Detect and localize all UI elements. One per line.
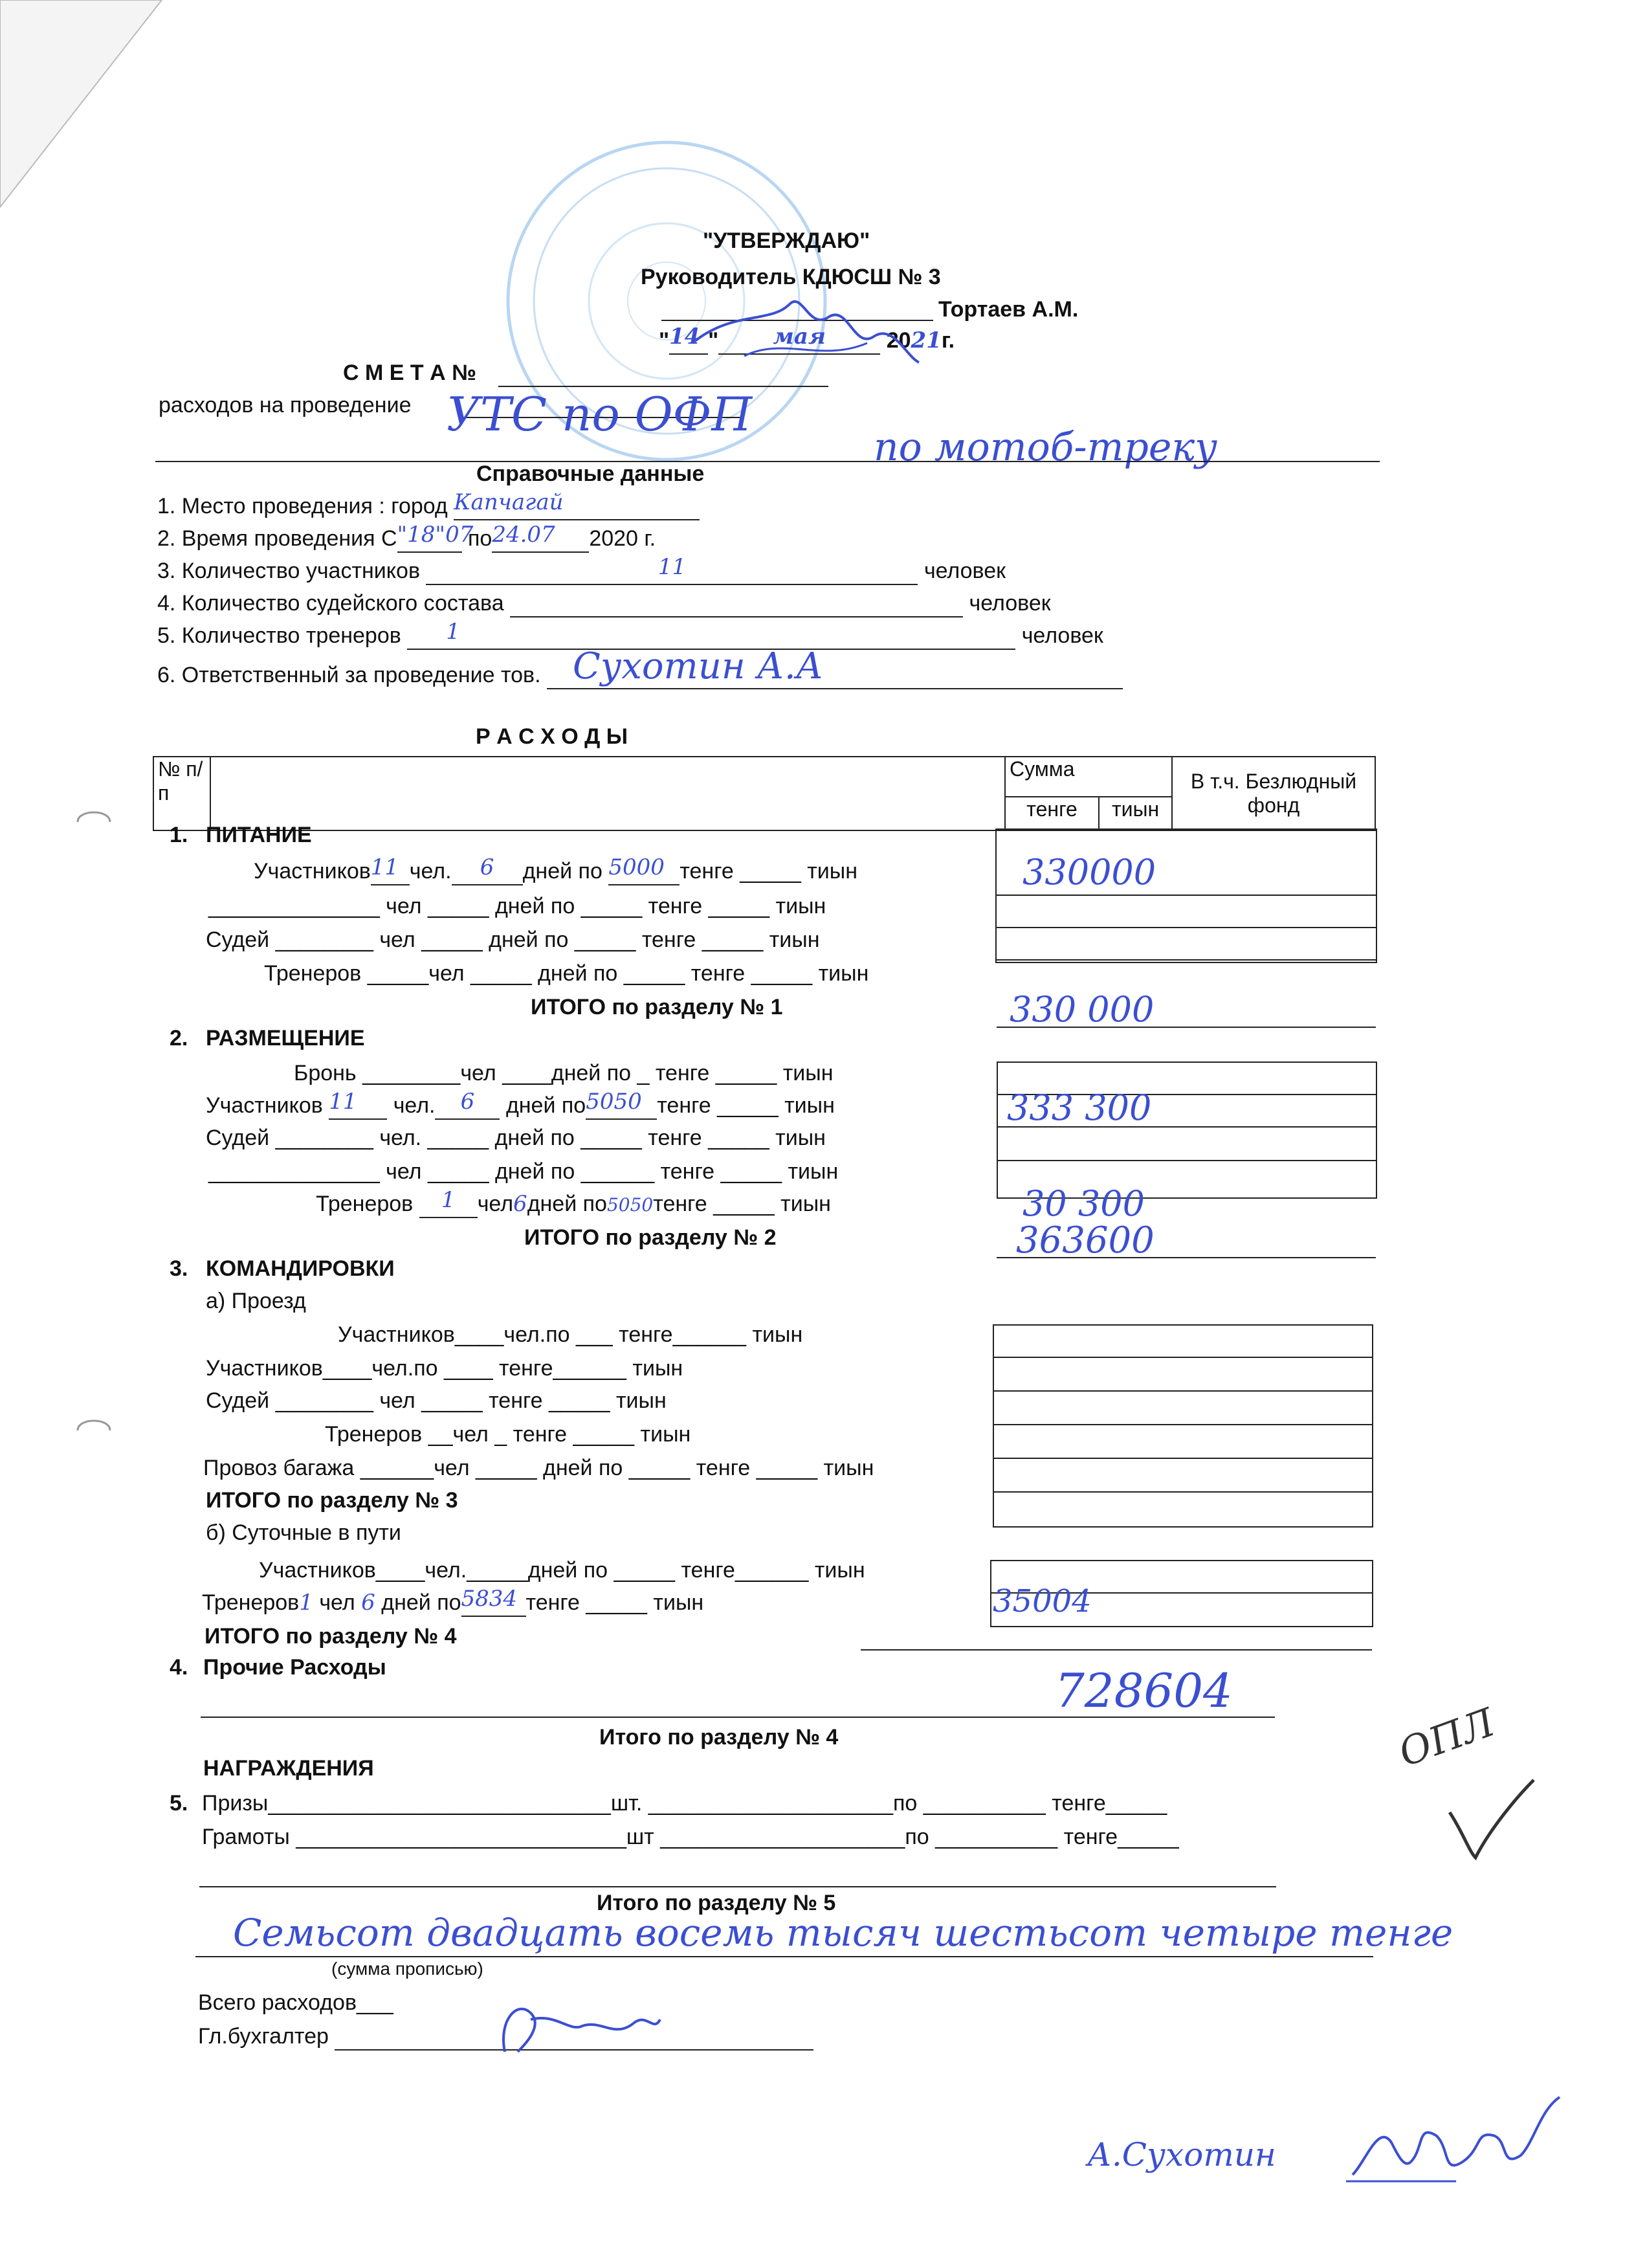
food-sum: 330000	[1022, 852, 1156, 893]
trips-row-a4: Тренеров __чел _ тенге _____ тиын	[325, 1422, 691, 1447]
approval-position: Руководитель КДЮСШ № 3	[641, 265, 941, 289]
food-row-blank: ______________ чел _____ дней по _____ тенге _____ тиын	[208, 894, 826, 918]
col-num: № п/п	[153, 757, 210, 830]
trips-row-a3: Судей ________ чел _____ тенге _____ тиын	[206, 1388, 667, 1413]
trips-row-b2: Тренеров1 чел 6 дней по5834 тенге _____ тиын	[202, 1586, 704, 1616]
col-sum: Сумма	[1005, 757, 1172, 797]
food-total-sum: 330 000	[1010, 989, 1155, 1030]
food-row-judges: Судей ________ чел _____ дней по _____ тенге _____ тиын	[206, 928, 820, 952]
section-num: 5.	[170, 1791, 188, 1816]
sum-in-words-caption: (сумма прописью)	[331, 1959, 483, 1979]
food-row-participants: Участников11 чел. 6 дней по 5000 тенге _____ тиын	[254, 858, 857, 885]
trips-b2-sum: 35004	[993, 1583, 1092, 1619]
food-row-coaches: Тренеров _____чел _____ дней по _____ тенге _____ тиын	[264, 961, 869, 986]
signature-2	[1340, 2084, 1573, 2194]
lodging-participants-sum: 333 300	[1007, 1087, 1152, 1128]
expenses-title: Р А С Х О Д Ы	[476, 724, 628, 749]
lodging-title: РАЗМЕЩЕНИЕ	[206, 1026, 365, 1051]
section-num: 3.	[170, 1256, 188, 1281]
col-fund: В т.ч. Безлюдный фонд	[1172, 757, 1375, 830]
lodging-row-blank: ______________ чел _____ дней по ______ тенге _____ тиын	[208, 1159, 839, 1184]
reference-city: 1. Место проведения : город Капчагай	[157, 493, 700, 520]
col-tenge: тенге	[1005, 797, 1099, 830]
folded-corner	[0, 0, 168, 214]
estimate-subtitle: расходов на проведение	[159, 393, 412, 417]
trips-row-a1: Участников____чел.по ___ тенге______ тиын	[338, 1322, 803, 1347]
trips-sub-a: а) Проезд	[206, 1289, 306, 1313]
section-num: 4.	[170, 1655, 188, 1680]
awards-total: Итого по разделу № 5	[597, 1891, 836, 1915]
director-signature	[680, 285, 925, 382]
event-place: по мотоб-треку	[874, 425, 1218, 470]
lodging-row-participants: Участников 11 чел. 6 дней по5050 тенге _____ тиын	[206, 1093, 835, 1120]
reference-judges: 4. Количество судейского состава человек	[157, 590, 1051, 617]
punch-hole-icon	[71, 803, 116, 841]
col-tiyn: тиын	[1099, 797, 1172, 830]
approval-name: Тортаев А.М.	[938, 297, 1079, 322]
estimate-title: С М Е Т А №	[343, 361, 477, 385]
other-title: Прочие Расходы	[203, 1655, 386, 1680]
trips-row-a5: Провоз багажа ______чел _____ дней по _____ тенге _____ тиын	[203, 1456, 874, 1480]
lodging-total-label: ИТОГО по разделу № 2	[524, 1225, 777, 1250]
lodging-row-judges: Судей ________ чел. _____ дней по _____ тенге _____ тиын	[206, 1126, 826, 1150]
reference-title: Справочные данные	[476, 461, 705, 486]
margin-note: ОПЛ	[1393, 1700, 1501, 1776]
date-day: 14	[669, 324, 700, 350]
food-title: ПИТАНИЕ	[206, 823, 312, 847]
trips-sub-b: б) Суточные в пути	[206, 1520, 401, 1545]
reference-time: 2. Время проведения С"18"07 по24.07 2020 г.	[157, 526, 656, 553]
trips-title: КОМАНДИРОВКИ	[206, 1256, 395, 1281]
checkmark-icon	[1443, 1773, 1540, 1864]
trips-row-a2: Участников____чел.по ____ тенге______ тиын	[206, 1356, 683, 1381]
other-sum: 728604	[1055, 1663, 1233, 1718]
lodging-total-sum: 363600	[1016, 1219, 1155, 1262]
reference-participants: 3. Количество участников 11 человек	[157, 558, 1006, 585]
lodging-row-coaches: Тренеров 1 чел6дней по5050тенге _____ тиын	[316, 1187, 831, 1217]
reference-responsible: 6. Ответственный за проведение тов. Сухотин А.А	[157, 658, 1123, 689]
other-total: Итого по разделу № 4	[599, 1725, 839, 1750]
event-name: УТС по ОФП	[447, 387, 753, 441]
trips-total4: ИТОГО по разделу № 4	[204, 1624, 457, 1649]
approval-date: "14 " мая 2021г.	[659, 324, 955, 353]
accountant-signature	[492, 1994, 673, 2065]
chief-accountant: Гл.бухгалтер	[198, 2023, 813, 2051]
lodging-coaches-sum: 30 300	[1022, 1183, 1145, 1224]
trips-row-b1: Участников____чел._____дней по _____ тенге______ тиын	[259, 1558, 865, 1583]
expenses-header	[153, 756, 1376, 831]
reference-coaches: 5. Количество тренеров 1 человек	[157, 623, 1103, 650]
total-expenses: Всего расходов___	[198, 1990, 393, 2015]
signature-sukhotin: А.Сухотин	[1087, 2136, 1276, 2174]
date-month: мая	[773, 324, 826, 350]
approval-title: "УТВЕРЖДАЮ"	[703, 228, 870, 253]
trips-total3: ИТОГО по разделу № 3	[206, 1488, 458, 1513]
section-num: 2.	[170, 1026, 188, 1051]
section-num: 1.	[170, 823, 188, 847]
awards-title: НАГРАЖДЕНИЯ	[203, 1756, 374, 1781]
lodging-row-booking: Бронь ________чел ____дней по _ тенге _____ тиын	[294, 1061, 834, 1085]
awards-row-prizes: Призы____________________________шт. ____________________по __________ тенге_____	[202, 1791, 1167, 1816]
punch-hole-icon	[71, 1411, 116, 1450]
sum-in-words: Семьсот двадцать восемь тысяч шестьсот четыре тенге	[233, 1911, 1454, 1955]
food-total-label: ИТОГО по разделу № 1	[531, 995, 783, 1019]
awards-row-diplomas: Грамоты ___________________________шт ____________________по __________ тенге_____	[202, 1825, 1179, 1849]
